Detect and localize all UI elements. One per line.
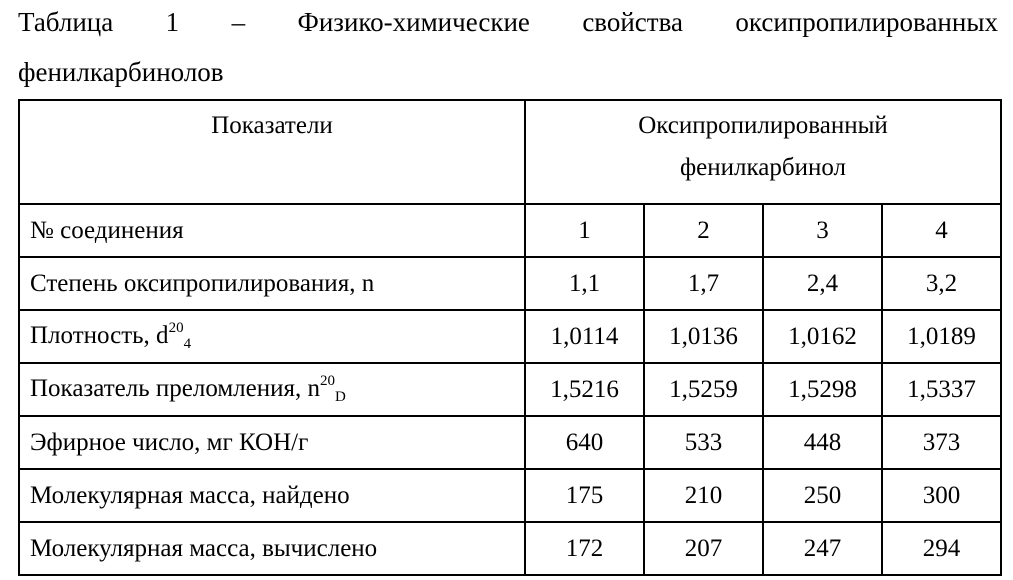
table-cell: 1,5337 [882,363,1001,416]
table-cell: 1,0162 [763,310,882,363]
table-cell: 3 [763,204,882,257]
table-row [19,310,1001,363]
table-cell: 300 [882,469,1001,522]
table-cell: 3,2 [882,257,1001,310]
table-cell: 247 [763,522,882,575]
caption-word: Физико-химические [297,7,530,37]
row-label [19,204,525,257]
table-cell: 4 [882,204,1001,257]
row-label-text: Степень оксипропилирования, n [30,269,375,297]
table-caption-continued: фенилкарбинолов [18,57,224,87]
row-label-subscript: 4 [183,336,192,352]
table-cell: 2 [644,204,763,257]
table-cell: 448 [763,416,882,469]
table-cell: 175 [525,469,644,522]
row-label-superscript: 20 [168,320,184,336]
table-row [19,469,1001,522]
header-compound-text: Оксипропилированный фенилкарбинол [638,112,888,181]
table-caption [18,2,998,42]
table-cell: 1,5259 [644,363,763,416]
table-cell: 172 [525,522,644,575]
caption-word: Таблица [18,7,114,37]
caption-word: 1 [165,7,180,37]
row-label [19,469,525,522]
header-compound [525,100,1001,204]
table-cell: 1 [525,204,644,257]
table-cell: 640 [525,416,644,469]
table-cell: 1,5216 [525,363,644,416]
row-label-text: Эфирное число, мг КОН/г [30,428,309,456]
table-cell: 250 [763,469,882,522]
table-row [19,257,1001,310]
table-cell: 1,5298 [763,363,882,416]
row-label-subscript: D [335,389,346,405]
row-label [19,522,525,575]
row-label [19,257,525,310]
row-label-text: Молекулярная масса, найдено [30,481,350,509]
table-cell: 373 [882,416,1001,469]
table-cell: 1,0136 [644,310,763,363]
header-indicators: Показатели [19,100,525,204]
row-label [19,310,525,363]
table-cell: 1,0114 [525,310,644,363]
table-row [19,416,1001,469]
caption-word: оксипропилированных [735,7,998,37]
table-row [19,522,1001,575]
table-header-row [19,100,1001,204]
row-label [19,416,525,469]
caption-word: свойства [582,7,683,37]
row-label-text: Плотность, d [30,322,169,349]
table-row [19,204,1001,257]
row-label-text: № соединения [30,216,184,244]
table-cell: 294 [882,522,1001,575]
caption-word: – [231,7,246,37]
row-label [19,363,525,416]
properties-table [18,99,1002,576]
row-label-text: Молекулярная масса, вычислено [30,534,378,562]
table-cell: 1,0189 [882,310,1001,363]
table-row [19,363,1001,416]
table-cell: 210 [644,469,763,522]
table-cell: 533 [644,416,763,469]
table-cell: 1,1 [525,257,644,310]
row-label-superscript: 20 [320,373,336,389]
row-label-text: Показатель преломления, n [30,375,321,402]
table-cell: 207 [644,522,763,575]
table-cell: 2,4 [763,257,882,310]
table-cell: 1,7 [644,257,763,310]
